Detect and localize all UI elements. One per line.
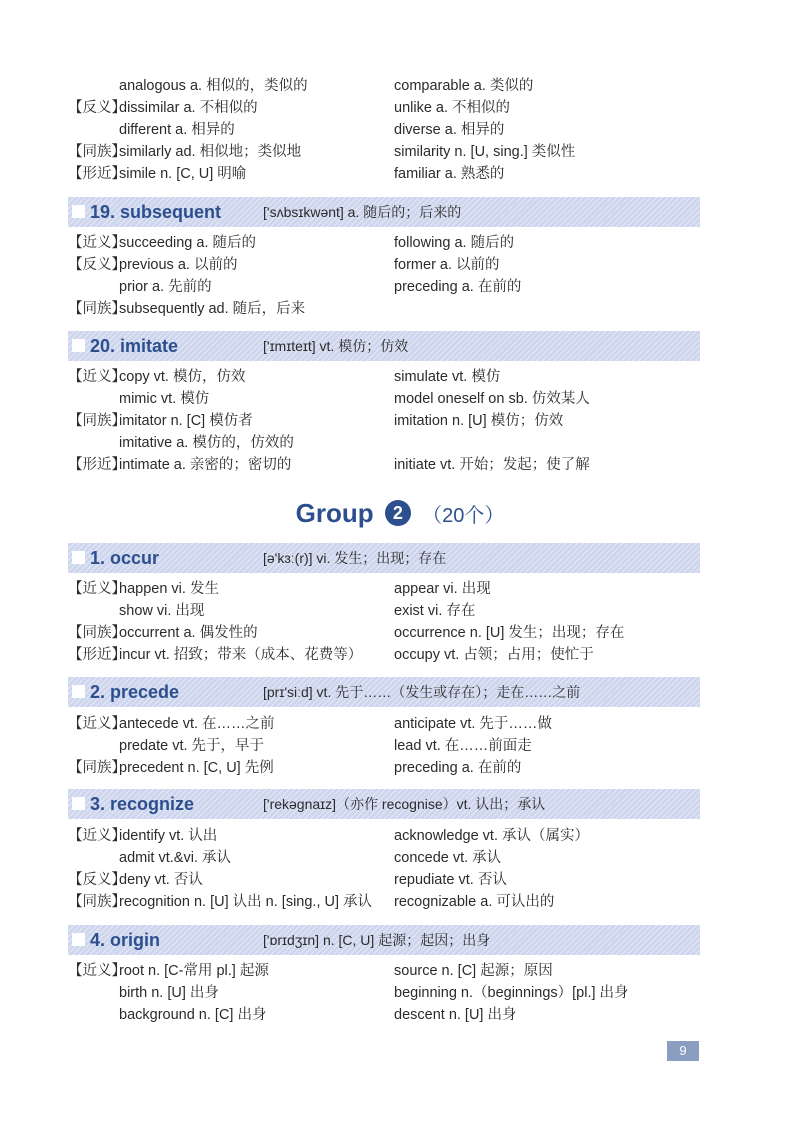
list-item	[0, 410, 800, 432]
square-icon	[72, 685, 85, 698]
word-left: copy vt. 模仿，仿效	[119, 369, 246, 385]
group-label: Group	[295, 498, 374, 528]
word-left: antecede vt. 在……之前	[119, 716, 275, 732]
entry-word: 2. precede	[90, 682, 180, 702]
group-count: （20个）	[422, 505, 505, 527]
word-right: former a. 以前的	[394, 257, 500, 273]
relation-tag: 【同族】	[68, 625, 126, 641]
entry-pronunciation: ['rekəgnaɪz]（亦作 recognise）vt. 认出；承认	[263, 796, 546, 812]
list-item	[0, 578, 800, 600]
list-item	[0, 891, 800, 913]
entry-word: 3. recognize	[90, 794, 195, 814]
word-right: initiate vt. 开始；发起；使了解	[394, 457, 590, 473]
word-right: beginning n.（beginnings）[pl.] 出身	[394, 985, 629, 1001]
list-item	[0, 75, 800, 97]
list-item	[0, 454, 800, 476]
word-left: identify vt. 认出	[119, 828, 218, 844]
relation-tag: 【同族】	[68, 144, 126, 160]
word-right: occupy vt. 占领；占用；使忙于	[394, 647, 594, 663]
word-right: concede vt. 承认	[394, 850, 502, 866]
relation-tag: 【形近】	[68, 166, 126, 182]
word-right: diverse a. 相异的	[394, 122, 505, 138]
relation-tag: 【近义】	[68, 828, 126, 844]
word-right: repudiate vt. 否认	[394, 872, 507, 888]
word-left: incur vt. 招致；带来（成本、花费等）	[119, 647, 363, 663]
relation-tag: 【形近】	[68, 647, 126, 663]
entry-header	[68, 925, 700, 955]
entry-header	[68, 543, 700, 573]
relation-tag: 【同族】	[68, 413, 126, 429]
word-left: occurrent a. 偶发性的	[119, 625, 258, 641]
word-left: mimic vt. 模仿	[119, 391, 210, 407]
word-left: recognition n. [U] 认出 n. [sing., U] 承认	[119, 894, 373, 910]
word-left: predate vt. 先于，早于	[119, 738, 265, 754]
relation-tag: 【同族】	[68, 894, 126, 910]
relation-tag: 【近义】	[68, 581, 126, 597]
list-item	[0, 847, 800, 869]
word-right: familiar a. 熟悉的	[394, 166, 505, 182]
word-right: source n. [C] 起源；原因	[394, 963, 553, 979]
word-left: intimate a. 亲密的；密切的	[119, 457, 292, 473]
word-right: simulate vt. 模仿	[394, 369, 501, 385]
list-item	[0, 960, 800, 982]
word-right: recognizable a. 可认出的	[394, 894, 555, 910]
relation-tag: 【同族】	[68, 301, 126, 317]
square-icon	[72, 797, 85, 810]
list-item	[0, 644, 800, 666]
list-item	[0, 97, 800, 119]
square-icon	[72, 205, 85, 218]
group-number-badge: 2	[385, 500, 411, 526]
entry-pronunciation: ['ɒrɪdʒɪn] n. [C, U] 起源；起因；出身	[263, 932, 491, 948]
entry-header	[68, 789, 700, 819]
word-left: happen vi. 发生	[119, 581, 219, 597]
relation-tag: 【近义】	[68, 235, 126, 251]
word-left: imitative a. 模仿的，仿效的	[119, 435, 294, 451]
word-left: different a. 相异的	[119, 122, 235, 138]
list-item	[0, 388, 800, 410]
word-left: imitator n. [C] 模仿者	[119, 413, 253, 429]
list-item	[0, 713, 800, 735]
group-title	[0, 493, 800, 536]
entry-pronunciation: ['ɪmɪteɪt] vt. 模仿；仿效	[263, 338, 409, 354]
word-left: birth n. [U] 出身	[119, 985, 219, 1001]
list-item	[0, 825, 800, 847]
word-right: model oneself on sb. 仿效某人	[394, 391, 590, 407]
list-item	[0, 163, 800, 185]
word-right: lead vt. 在……前面走	[394, 738, 532, 754]
word-right: anticipate vt. 先于……做	[394, 716, 552, 732]
word-left: prior a. 先前的	[119, 279, 212, 295]
list-item	[0, 276, 800, 298]
word-right: descent n. [U] 出身	[394, 1007, 517, 1023]
word-right: occurrence n. [U] 发生；出现；存在	[394, 625, 625, 641]
list-item	[0, 366, 800, 388]
word-left: background n. [C] 出身	[119, 1007, 267, 1023]
square-icon	[72, 339, 85, 352]
word-right: appear vi. 出现	[394, 581, 491, 597]
word-left: deny vt. 否认	[119, 872, 203, 888]
relation-tag: 【反义】	[68, 100, 126, 116]
word-right: similarity n. [U, sing.] 类似性	[394, 144, 576, 160]
square-icon	[72, 933, 85, 946]
entry-pronunciation: [ə'kɜː(r)] vi. 发生；出现；存在	[263, 550, 447, 566]
square-icon	[72, 551, 85, 564]
word-right: comparable a. 类似的	[394, 78, 534, 94]
word-left: similarly ad. 相似地；类似地	[119, 144, 302, 160]
relation-tag: 【近义】	[68, 963, 126, 979]
list-item	[0, 600, 800, 622]
list-item	[0, 757, 800, 779]
list-item	[0, 432, 800, 454]
word-right: unlike a. 不相似的	[394, 100, 511, 116]
list-item	[0, 298, 800, 320]
relation-tag: 【反义】	[68, 872, 126, 888]
list-item	[0, 869, 800, 891]
list-item	[0, 254, 800, 276]
page-number: 9	[667, 1041, 699, 1061]
word-left: dissimilar a. 不相似的	[119, 100, 258, 116]
entry-header	[68, 677, 700, 707]
word-right: exist vi. 存在	[394, 603, 476, 619]
entry-pronunciation: ['sʌbsɪkwənt] a. 随后的；后来的	[263, 204, 462, 220]
relation-tag: 【近义】	[68, 716, 126, 732]
word-left: succeeding a. 随后的	[119, 235, 257, 251]
list-item	[0, 735, 800, 757]
list-item	[0, 1004, 800, 1026]
word-left: simile n. [C, U] 明喻	[119, 166, 247, 182]
word-right: preceding a. 在前的	[394, 760, 522, 776]
word-left: analogous a. 相似的，类似的	[119, 78, 308, 94]
entry-pronunciation: [prɪ'siːd] vt. 先于……（发生或存在）；走在……之前	[263, 684, 581, 700]
relation-tag: 【近义】	[68, 369, 126, 385]
word-left: admit vt.&vi. 承认	[119, 850, 231, 866]
list-item	[0, 232, 800, 254]
entry-word: 1. occur	[90, 548, 160, 568]
list-item	[0, 622, 800, 644]
list-item	[0, 982, 800, 1004]
word-right: preceding a. 在前的	[394, 279, 522, 295]
word-right: acknowledge vt. 承认（属实）	[394, 828, 590, 844]
list-item	[0, 119, 800, 141]
word-left: previous a. 以前的	[119, 257, 238, 273]
relation-tag: 【形近】	[68, 457, 126, 473]
relation-tag: 【同族】	[68, 760, 126, 776]
entry-word: 20. imitate	[90, 336, 179, 356]
list-item	[0, 141, 800, 163]
entry-word: 4. origin	[90, 930, 161, 950]
relation-tag: 【反义】	[68, 257, 126, 273]
entry-header	[68, 197, 700, 227]
word-left: show vi. 出现	[119, 603, 205, 619]
word-left: root n. [C-常用 pl.] 起源	[119, 963, 269, 979]
word-left: precedent n. [C, U] 先例	[119, 760, 274, 776]
entry-word: 19. subsequent	[90, 202, 222, 222]
word-right: imitation n. [U] 模仿；仿效	[394, 413, 564, 429]
word-right: following a. 随后的	[394, 235, 515, 251]
word-left: subsequently ad. 随后，后来	[119, 301, 306, 317]
entry-header	[68, 331, 700, 361]
